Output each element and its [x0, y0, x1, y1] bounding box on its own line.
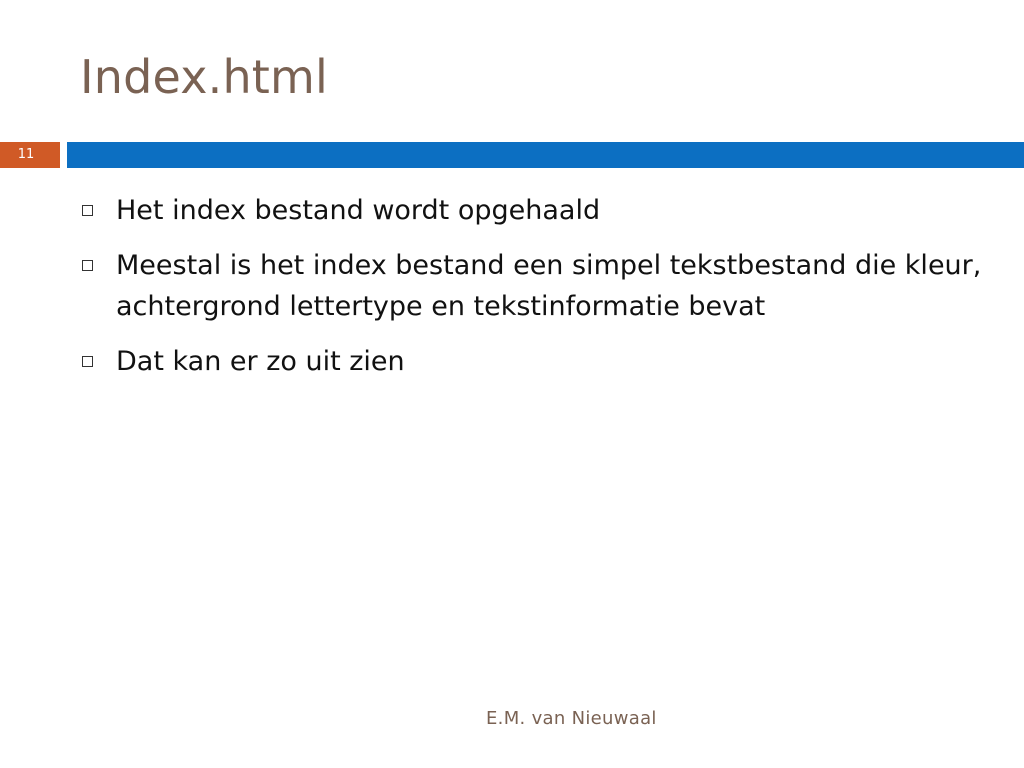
bullet-item	[82, 190, 982, 231]
hollow-square-bullet-icon	[82, 260, 93, 271]
bullet-item	[82, 245, 982, 327]
slide-title: Index.html	[80, 50, 329, 104]
bullet-text: Meestal is het index bestand een simpel tekstbestand die kleur, achtergrond lettertype en tekstinformatie bevat	[116, 250, 982, 322]
bullet-item	[82, 341, 982, 382]
bullet-list	[82, 190, 982, 396]
hollow-square-bullet-icon	[82, 356, 93, 367]
slide-number: 11	[17, 147, 35, 162]
bullet-text: Het index bestand wordt opgehaald	[116, 195, 601, 226]
title-accent-bar	[67, 142, 1024, 168]
bullet-text: Dat kan er zo uit zien	[116, 346, 405, 377]
hollow-square-bullet-icon	[82, 205, 93, 216]
slide-footer: E.M. van Nieuwaal	[486, 708, 657, 729]
slide-number-badge	[0, 142, 60, 168]
